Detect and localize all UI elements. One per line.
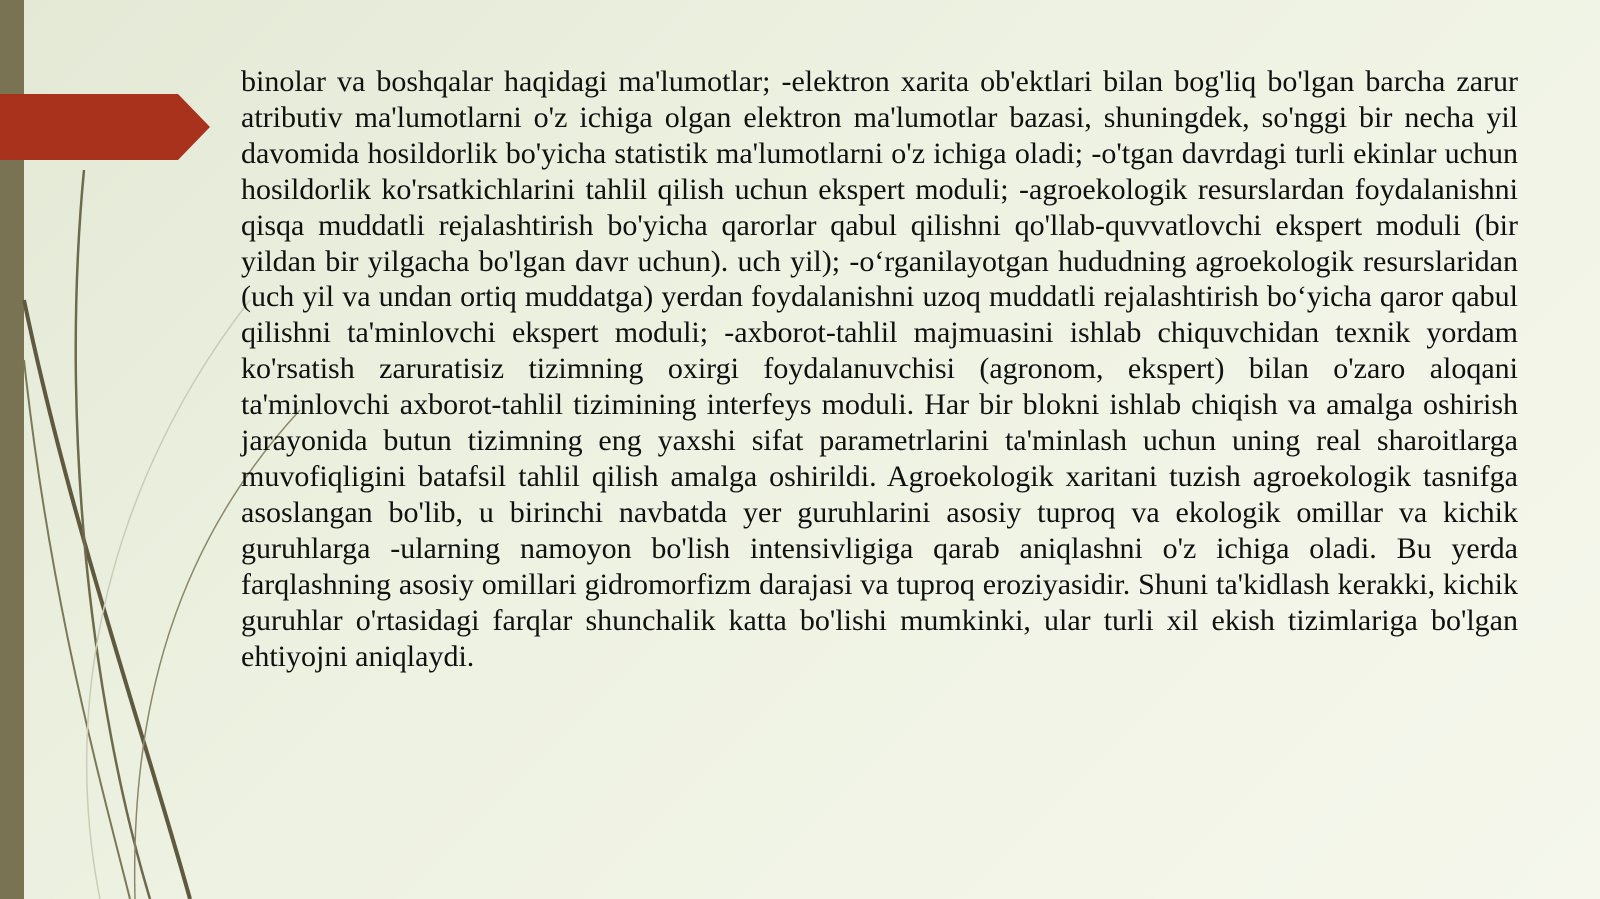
- arrow-banner: [0, 94, 210, 160]
- decor-curve-5: [87, 300, 250, 899]
- slide-body-text: binolar va boshqalar haqidagi ma'lumotlar; -elektron xarita ob'ektlari bilan bog'liq bo'lgan barcha zarur atributiv ma'lumotlarni o'z ichiga olgan elektron ma'lumotlar bazasi, shuningdek, so'nggi bir necha yil davomida hosildorlik bo'yicha statistik ma'lumotlarni o'z ichiga oladi; -o'tgan davrdagi turli ekinlar uchun hosildorlik ko'rsatkichlarini tahlil qilish uchun ekspert moduli; -agroekologik resurslardan foydalanishni qisqa muddatli rejalashtirish bo'yicha qarorlar qabul qilishni qo'llab-quvvatlovchi ekspert moduli (bir yildan bir yilgacha bo'lgan davr uchun). uch yil); -o‘rganilayotgan hududning agroekologik resurslaridan (uch yil va undan ortiq muddatga) yerdan foydalanishni uzoq muddatli rejalashtirish bo‘yicha qaror qabul qilishni ta'minlovchi ekspert moduli; -axborot-tahlil majmuasini ishlab chiquvchidan texnik yordam ko'rsatish zaruratisiz tizimning oxirgi foydalanuvchisi (agronom, ekspert) bilan o'zaro aloqani ta'minlovchi axborot-tahlil tizimining interfeys moduli. Har bir blokni ishlab chiqish va amalga oshirish jarayonida butun tizimning eng yaxshi sifat parametrlarini ta'minlash uchun uning real sharoitlarga muvofiqligini batafsil tahlil qilish amalga oshirildi. Agroekologik xaritani tuzish agroekologik tasnifga asoslangan bo'lib, u birinchi navbatda yer guruhlarini asosiy tuproq va ekologik omillar va kichik guruhlarga -ularning namoyon bo'lish intensivligiga qarab aniqlashni o'z ichiga oladi. Bu yerda farqlashning asosiy omillari gidromorfizm darajasi va tuproq eroziyasidir. Shuni ta'kidlash kerakki, kichik guruhlar o'rtasidagi farqlar shunchalik katta bo'lishi mumkinki, ular turli xil ekish tizimlariga bo'lgan ehtiyojni aniqlaydi.: [241, 65, 1518, 673]
- arrow-banner-shape: [0, 94, 210, 160]
